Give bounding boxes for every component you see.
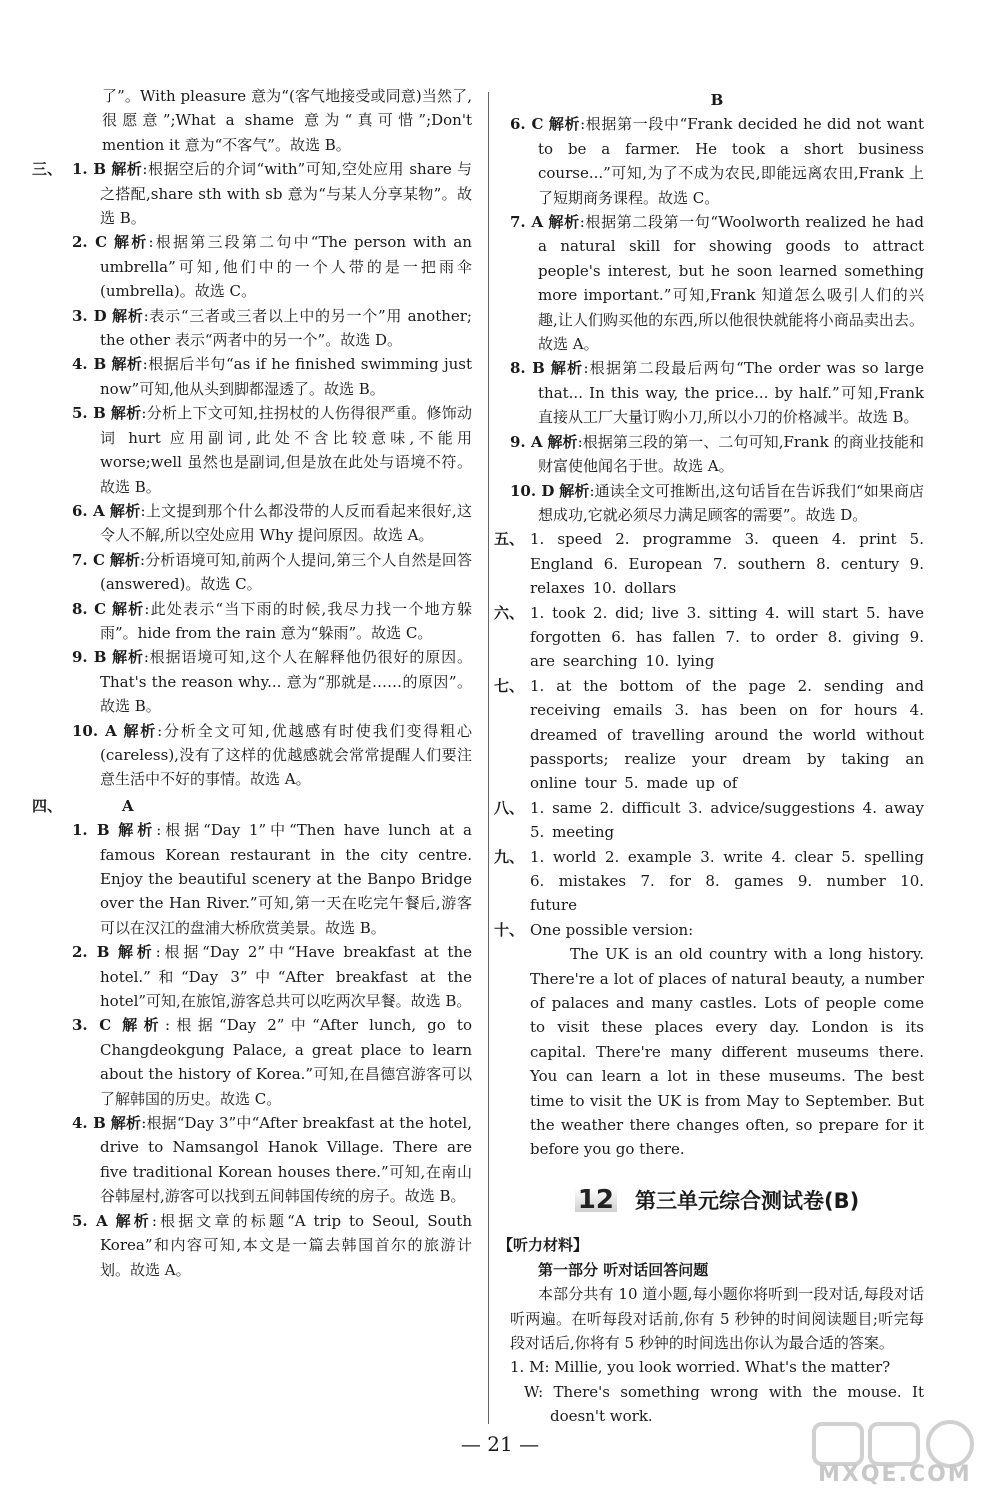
analysis-keyword: 解析 xyxy=(110,1114,142,1133)
section-5-label: 五、 xyxy=(494,530,525,549)
analysis-keyword: 解析 xyxy=(111,599,145,618)
speaker: W: xyxy=(524,1382,544,1401)
answer-item xyxy=(72,230,472,303)
answer-item xyxy=(72,499,472,548)
section-4-header xyxy=(32,794,472,818)
dialogue xyxy=(510,1355,924,1428)
analysis-text: :表示“三者或三者以上中的另一个”用 another; the other 表示“两者中的另一个”。故选 D。 xyxy=(100,306,472,350)
intro-paragraph xyxy=(62,84,472,157)
answer-number: 8. B xyxy=(510,359,545,378)
part-1-title: 第一部分 听对话回答问题 xyxy=(538,1260,709,1279)
section-4-sub-a: A xyxy=(122,796,134,815)
analysis-text: :根据文章的标题“A trip to Seoul, South Korea”和内容可知,本文是一篇去韩国首尔的旅游计划。故选 A。 xyxy=(100,1211,472,1279)
section-7-answers: 1. at the bottom of the page 2. sending and receiving emails 3. has been on for hours 4. dreamed of travelling around the world without passports; realize your dream by taking an online tour 5. made up of xyxy=(530,676,924,793)
analysis-keyword: 解析 xyxy=(548,213,580,232)
analysis-keyword: 解析 xyxy=(111,355,143,374)
section-7-label: 七、 xyxy=(494,676,525,695)
answer-item xyxy=(72,1111,472,1209)
analysis-text: :上文提到那个什么都没带的人反而看起来很好,这令人不解,所以空处应用 Why 提问原因。故选 A。 xyxy=(100,501,472,545)
analysis-text: :根据“Day 1”中“Then have lunch at a famous Korean restaurant in the city centre. Enjoy the beautiful scenery at the Banpo Bridge over the Han River.”可知,第一天在吃完午餐后,游客可以在汉江的盘浦大桥欣赏美景。故选 B。 xyxy=(100,821,472,937)
answer-number: 3. D xyxy=(72,306,107,325)
analysis-text: :通读全文可推断出,这句话旨在告诉我们“如果商店想成功,它就必须尽力满足顾客的需要”。故选 D。 xyxy=(538,481,924,524)
analysis-text: :分析全文可知,优越感有时使我们变得粗心(careless),没有了这样的优越感就会常常提醒人们要注意生活中不好的事情。故选 A。 xyxy=(100,721,472,789)
section-3-items xyxy=(72,157,472,792)
section-4-b-items xyxy=(510,112,924,527)
answer-item xyxy=(72,352,472,401)
analysis-text: :此处表示“当下雨的时候,我尽力找一个地方躲雨”。hide from the rain 意为“躲雨”。故选 C。 xyxy=(100,599,472,642)
analysis-text: :分析上下文可知,拄拐杖的人伤得很严重。修饰动词 hurt 应用副词,此处不含比较意味,不能用 worse;well 虽然也是副词,但是放在此处与语境不符。故选 B。 xyxy=(100,404,472,496)
analysis-keyword: 解析 xyxy=(117,943,156,962)
left-column xyxy=(32,84,472,1282)
section-4-sub-b: B xyxy=(710,91,724,109)
answer-item xyxy=(72,940,472,1013)
analysis-text: :根据第一段中“Frank decided he did not want to be a farmer. He took a short business course...”可知,为了不成为农民,即能远离农田,Frank 上了短期商务课程。故选 C。 xyxy=(538,115,924,207)
analysis-keyword: 解析 xyxy=(559,481,590,500)
analysis-text: :根据第二段第一句“Woolworth realized he had a natural skill for showing goods to attract people's interest, but he soon learned something more important.”可知,Frank 知道怎么吸引人们的兴趣,让人们购买他的东西,所以他很快就能将小商品卖出去。故选 A。 xyxy=(538,213,924,354)
answer-item xyxy=(72,818,472,940)
analysis-keyword: 解析 xyxy=(109,550,141,569)
analysis-keyword: 解析 xyxy=(109,501,141,520)
analysis-keyword: 解析 xyxy=(122,1016,165,1035)
answer-item xyxy=(72,401,472,499)
analysis-keyword: 解析 xyxy=(115,1211,152,1230)
answer-item xyxy=(72,157,472,230)
answer-number: 10. A xyxy=(72,721,117,740)
unit-number: 12 xyxy=(575,1188,617,1212)
column-divider xyxy=(488,92,489,1424)
section-3-label: 三、 xyxy=(32,160,63,179)
answer-item xyxy=(72,645,472,718)
section-10 xyxy=(494,918,924,942)
section-10-label: 十、 xyxy=(494,920,525,939)
analysis-keyword: 解析 xyxy=(114,233,149,252)
speaker: 1. M: xyxy=(510,1358,550,1377)
section-5 xyxy=(494,527,924,600)
answer-number: 6. C xyxy=(510,115,544,134)
answer-number: 2. C xyxy=(72,233,108,252)
answer-number: 9. A xyxy=(510,432,543,451)
section-5-answers: 1. speed 2. programme 3. queen 4. print 5. England 6. European 7. southern 8. century 9. relaxes 10. dollars xyxy=(530,530,924,598)
analysis-keyword: 解析 xyxy=(110,404,142,423)
listening-tag: 【听力材料】 xyxy=(498,1236,589,1255)
answer-number: 4. B xyxy=(72,355,107,374)
section-10-intro: One possible version: xyxy=(530,920,694,939)
analysis-text: :根据第三段的第一、二句可知,Frank 的商业技能和财富使他闻名于世。故选 A。 xyxy=(538,432,924,476)
analysis-text: :根据“Day 3”中“After breakfast at the hotel, drive to Namsangol Hanok Village. There are five traditional Korean houses there.”可知,在南山谷韩屋村,游客可以找到五间韩国传统的房子。故选 B。 xyxy=(100,1114,472,1206)
analysis-keyword: 解析 xyxy=(112,306,144,325)
answer-number: 7. A xyxy=(510,213,544,232)
section-8-label: 八、 xyxy=(494,798,525,817)
unit-title xyxy=(510,1184,924,1215)
analysis-text: :根据空后的介词“with”可知,空处应用 share 与之搭配,share sth with sb 意为“与某人分享某物”。故选 B。 xyxy=(100,160,472,228)
answer-item xyxy=(72,1013,472,1111)
utterance: There's something wrong with the mouse. It doesn't work. xyxy=(550,1382,924,1426)
answer-item xyxy=(510,112,924,210)
answer-item xyxy=(72,597,472,646)
answer-item xyxy=(510,356,924,429)
answer-number: 1. B xyxy=(72,160,107,179)
watermark-text: MXQE.COM xyxy=(818,1462,972,1487)
analysis-text: :根据第三段第二句中“The person with an umbrella”可知,他们中的一个人带的是一把雨伞(umbrella)。故选 C。 xyxy=(100,233,472,301)
part-1-intro: 本部分共有 10 道小题,每小题你将听到一段对话,每段对话听两遍。在听每段对话前,你有 5 秒钟的时间阅读题目;听完每段对话后,你将有 5 秒钟的时间选出你认为最合适的答案。 xyxy=(510,1285,924,1352)
answer-number: 5. A xyxy=(72,1211,108,1230)
analysis-keyword: 解析 xyxy=(112,648,144,667)
answer-number: 5. B xyxy=(72,404,106,423)
analysis-keyword: 解析 xyxy=(123,721,158,740)
section-4-items xyxy=(62,818,472,1282)
answer-number: 2. B xyxy=(72,943,110,962)
sample-essay: The UK is an old country with a long history. There're a lot of places of natural beauty, a number of palaces and many castles. Lots of people come to visit these places every day. London is its capital. There're many different museums there. You can learn a lot in these museums. The best time to visit the UK is from May to September. But the weather there changes often, so prepare for it before you go there. xyxy=(530,945,924,1159)
section-6-label: 六、 xyxy=(494,603,525,622)
answer-item xyxy=(72,719,472,792)
section-4-label: 四、 xyxy=(32,796,63,815)
intro-text: 了”。With pleasure 意为“(客气地接受或同意)当然了,很愿意”;What a shame 意为“真可惜”;Don't mention it 意为“不客气”。故选 B。 xyxy=(102,87,472,154)
answer-number: 7. C xyxy=(72,550,105,569)
answer-number: 8. C xyxy=(72,599,107,618)
right-column xyxy=(494,84,924,1429)
analysis-text: :根据“Day 2”中“After lunch, go to Changdeokgung Palace, a great place to learn about the history of Korea.”可知,在昌德宫游客可以了解韩国的历史。故选 C。 xyxy=(100,1016,472,1108)
analysis-keyword: 解析 xyxy=(111,160,143,179)
answer-item xyxy=(510,430,924,479)
section-6 xyxy=(494,601,924,674)
answer-item xyxy=(72,548,472,597)
analysis-keyword: 解析 xyxy=(548,115,581,134)
answer-number: 1. B xyxy=(72,821,110,840)
section-9-answers: 1. world 2. example 3. write 4. clear 5. spelling 6. mistakes 7. for 8. games 9. number 10. future xyxy=(530,847,924,915)
analysis-text: :根据第二段最后两句“The order was so large that... In this way, the price... by half.”可知,Frank 直接从工厂大量订购小刀,所以小刀的价格减半。故选 B。 xyxy=(538,359,924,427)
analysis-keyword: 解析 xyxy=(550,359,584,378)
section-3 xyxy=(32,157,472,792)
answer-item xyxy=(510,210,924,356)
section-6-answers: 1. took 2. did; live 3. sitting 4. will start 5. have forgotten 6. has fallen 7. to order 8. giving 9. are searching 10. lying xyxy=(530,603,924,671)
analysis-keyword: 解析 xyxy=(547,432,578,451)
analysis-text: :分析语境可知,前两个人提问,第三个人自然是回答(answered)。故选 C。 xyxy=(100,550,472,594)
answer-number: 10. D xyxy=(510,481,555,500)
answer-item xyxy=(72,304,472,353)
section-8 xyxy=(494,796,924,845)
answer-item xyxy=(510,479,924,528)
unit-title-text: 第三单元综合测试卷(B) xyxy=(634,1188,860,1213)
analysis-text: :根据“Day 2”中“Have breakfast at the hotel.”和“Day 3”中“After breakfast at the hotel”可知,在旅馆,游客总共可以吃两次早餐。故选 B。 xyxy=(100,943,472,1011)
section-9-label: 九、 xyxy=(494,847,525,866)
answer-number: 9. B xyxy=(72,648,107,667)
analysis-keyword: 解析 xyxy=(118,821,157,840)
analysis-text: :根据后半句“as if he finished swimming just now”可知,他从头到脚都湿透了。故选 B。 xyxy=(100,355,472,398)
page-number: — 21 — xyxy=(460,1432,540,1456)
utterance: Millie, you look worried. What's the matter? xyxy=(554,1358,891,1377)
section-7 xyxy=(494,674,924,796)
answer-number: 3. C xyxy=(72,1016,112,1035)
dialogue-line xyxy=(510,1355,924,1379)
answer-item xyxy=(72,1209,472,1282)
section-8-answers: 1. same 2. difficult 3. advice/suggestions 4. away 5. meeting xyxy=(530,798,924,842)
section-9 xyxy=(494,845,924,918)
analysis-text: :根据语境可知,这个人在解释他仍很好的原因。That's the reason why... 意为“那就是……的原因”。故选 B。 xyxy=(100,648,472,716)
answer-number: 4. B xyxy=(72,1114,106,1133)
answer-number: 6. A xyxy=(72,501,105,520)
